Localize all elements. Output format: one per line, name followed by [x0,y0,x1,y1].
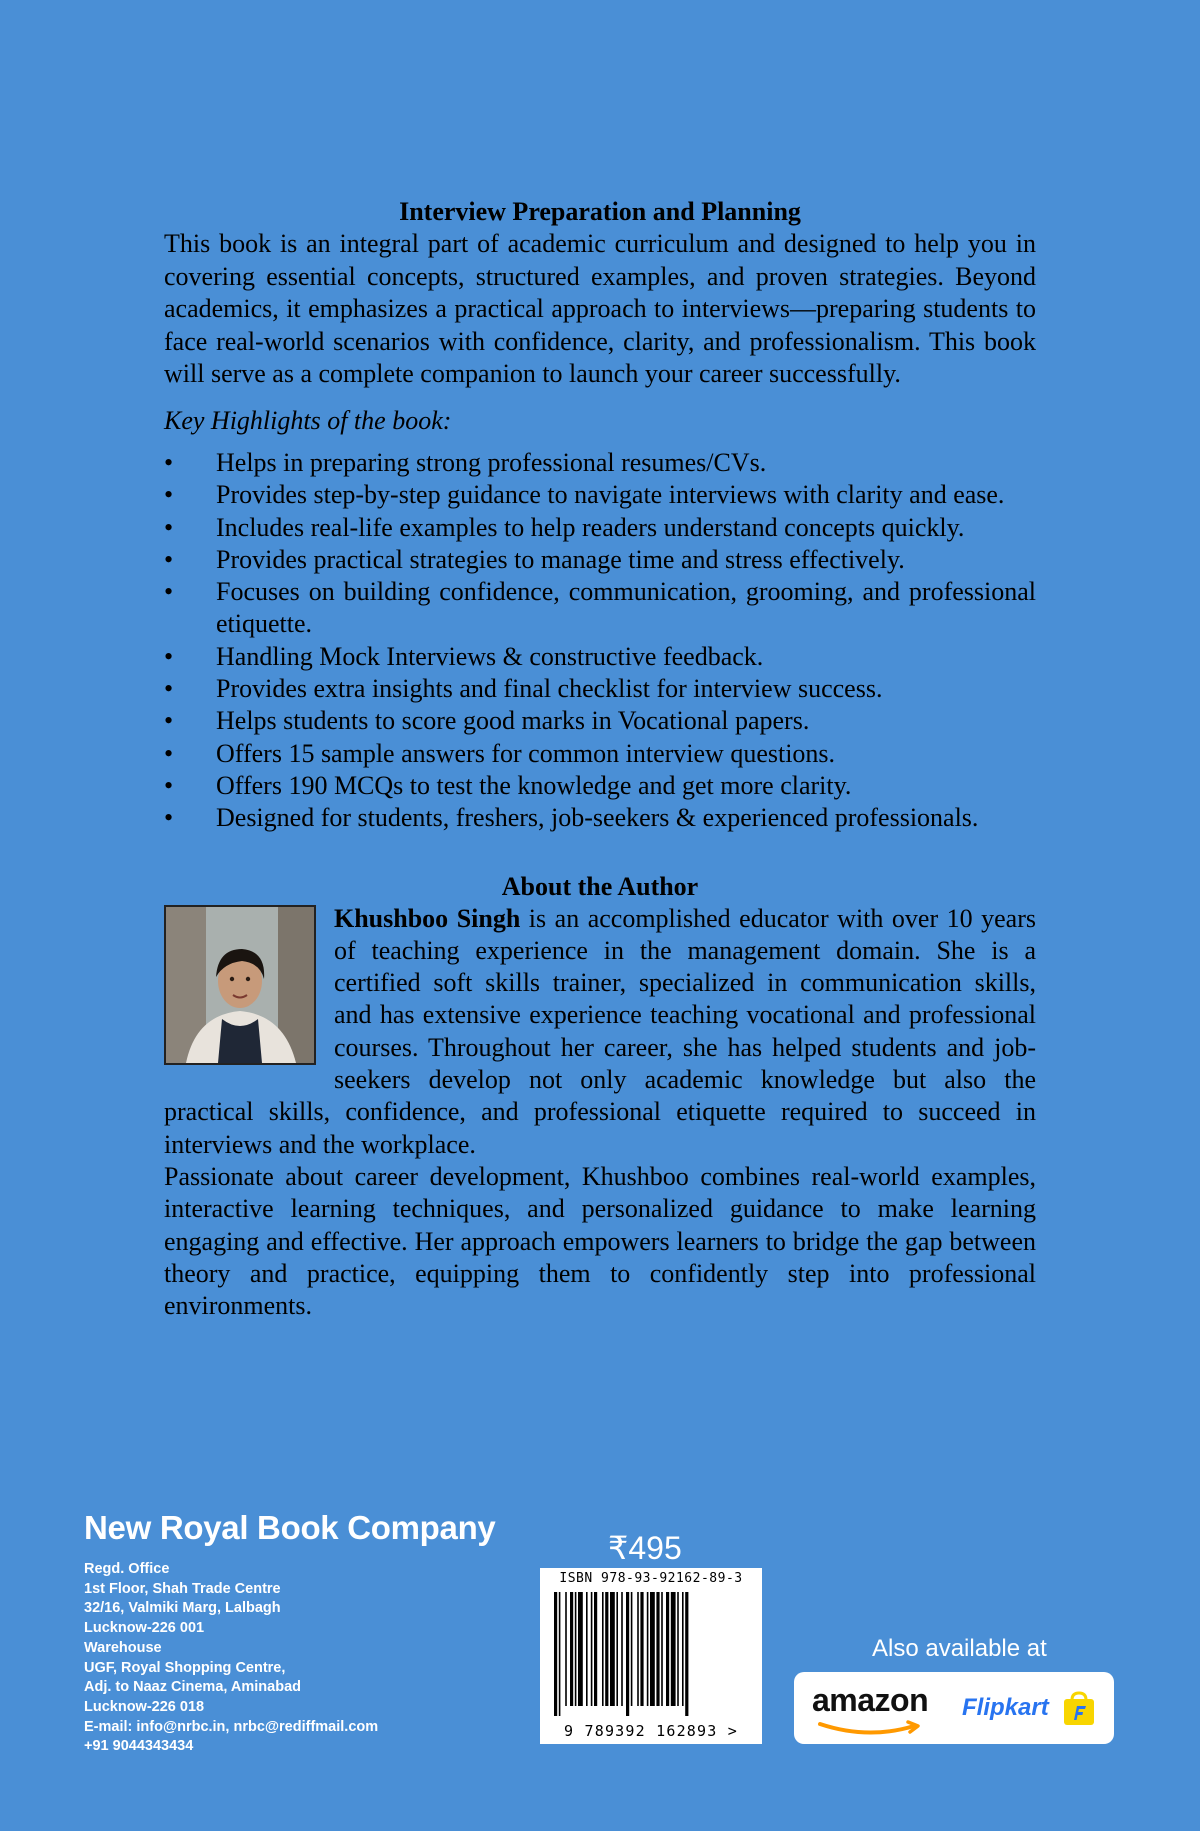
author-bio: Khushboo Singh is an accomplished educator with over 10 years of teaching experience in the management domain. She is a certified soft skills trainer, specialized in communication skills, and has extensive experience teaching vocational and professional courses. Throughout her career, she has helped students and job-seekers develop not only academic knowledge but also the practical skills, confidence, and professional etiquette required to succeed in interviews and the workplace. [164,903,1036,1159]
barcode-bar [586,1592,588,1706]
amazon-logo: amazon [812,1682,929,1718]
bullet-icon: • [164,480,174,510]
barcode-bar [640,1592,643,1706]
bullet-icon: • [164,577,174,607]
barcode-bar [559,1592,561,1716]
flipkart-bag-icon [1060,1690,1098,1728]
author-name: Khushboo Singh [334,903,521,933]
section-title: Interview Preparation and Planning [399,197,801,226]
address-line: 32/16, Valmiki Marg, Lalbagh [84,1600,281,1617]
store-logos [794,1672,1114,1744]
bullet-icon: • [164,770,174,800]
barcode-bar [671,1592,676,1706]
barcode-bar [616,1592,618,1706]
barcode-bar [685,1592,688,1716]
barcode-bar [578,1592,583,1706]
isbn-label: ISBN 978-93-92162-89-3 [559,1571,743,1586]
barcode-bar [626,1592,629,1716]
barcode-bar [605,1592,608,1706]
bullet-icon: • [164,544,174,574]
address-line: Adj. to Naaz Cinema, Aminabad [84,1679,301,1696]
isbn-barcode [540,1568,762,1744]
barcode-bar [591,1592,593,1706]
highlight-item: • Provides practical strategies to manage time and stress effectively. [164,544,1036,576]
bullet-icon: • [164,447,174,477]
barcode-bar [656,1592,659,1706]
also-available-label: Also available at [872,1635,1047,1662]
author-bio-2: Passionate about career development, Khushboo combines real-world examples, interactive learning techniques, and personalized guidance to make learning engaging and effective. Her approach empowers learners to bridge the gap between theory and practice, equipping them to confidently step into professional environments. [164,1161,1036,1321]
highlights-heading: Key Highlights of the book: [164,405,452,435]
publisher-name: New Royal Book Company [84,1509,496,1546]
highlight-item: • Provides step-by-step guidance to navigate interviews with clarity and ease. [164,479,1036,511]
author-portrait-icon [166,907,314,1063]
barcode-bar [637,1592,639,1706]
barcode-bar [682,1592,684,1706]
author-heading: About the Author [501,871,699,901]
highlight-item: • Includes real-life examples to help readers understand concepts quickly. [164,512,1036,544]
highlight-item: • Helps students to score good marks in Vocational papers. [164,705,1036,737]
publisher-block [84,1508,524,1757]
bullet-icon: • [164,641,174,671]
highlight-item: • Provides extra insights and final checklist for interview success. [164,673,1036,705]
bullet-icon: • [164,512,174,542]
barcode-bar [565,1592,567,1706]
barcode-digits: 9 789392 162893 > [564,1722,738,1740]
bullet-icon: • [164,706,174,736]
amazon-smile-icon [816,1720,926,1738]
barcode-bar [554,1592,557,1716]
barcode-bar [661,1592,663,1706]
barcode-bar [631,1592,633,1706]
highlight-item: • Focuses on building confidence, communication, grooming, and professional etiquette. [164,577,1036,639]
address-line: Warehouse [84,1639,162,1656]
highlight-item: • Designed for students, freshers, job-seekers & experienced professionals. [164,802,1036,834]
barcode-bar [602,1592,604,1706]
barcode-bar [575,1592,577,1706]
barcode-bar [650,1592,655,1706]
bullet-icon: • [164,803,174,833]
address-line: Regd. Office [84,1561,170,1577]
address-line: Lucknow-226 018 [84,1698,205,1715]
barcode-bar [621,1592,623,1706]
highlight-item: • Offers 190 MCQs to test the knowledge and get more clarity. [164,770,1036,802]
intro-paragraph: This book is an integral part of academic curriculum and designed to help you in covering essential concepts, structured examples, and proven strategies. Beyond academics, it emphasizes a practical approach to interviews—preparing students to face real-world scenarios with confidence, clarity, and professionalism. This book will serve as a complete companion to launch your career successfully. [164,229,1036,389]
barcode-bar [610,1592,615,1706]
highlight-item: • Helps in preparing strong professional resumes/CVs. [164,447,1036,479]
phone-line: +91 9044343434 [84,1738,194,1755]
back-cover-content [164,196,1036,1322]
author-photo [164,905,316,1065]
barcode-bar [594,1592,597,1706]
price-label: ₹495 [608,1530,682,1566]
barcode-bar [570,1592,573,1706]
address-line: 1st Floor, Shah Trade Centre [84,1580,281,1597]
barcode-bar [647,1592,649,1706]
flipkart-logo: Flipkart [962,1694,1049,1721]
bullet-icon: • [164,674,174,704]
about-author-section [164,871,1036,1323]
address-line: Lucknow-226 001 [84,1620,205,1637]
bullet-icon: • [164,738,174,768]
barcode-bar [677,1592,679,1706]
email-line: E-mail: info@nrbc.in, nrbc@rediffmail.com [84,1718,379,1735]
highlights-list [164,447,1036,835]
highlight-item: • Offers 15 sample answers for common interview questions. [164,738,1036,770]
address-line: UGF, Royal Shopping Centre, [84,1659,286,1676]
barcode-icon [554,1592,748,1716]
barcode-bar [666,1592,669,1706]
highlight-item: • Handling Mock Interviews & constructive feedback. [164,641,1036,673]
